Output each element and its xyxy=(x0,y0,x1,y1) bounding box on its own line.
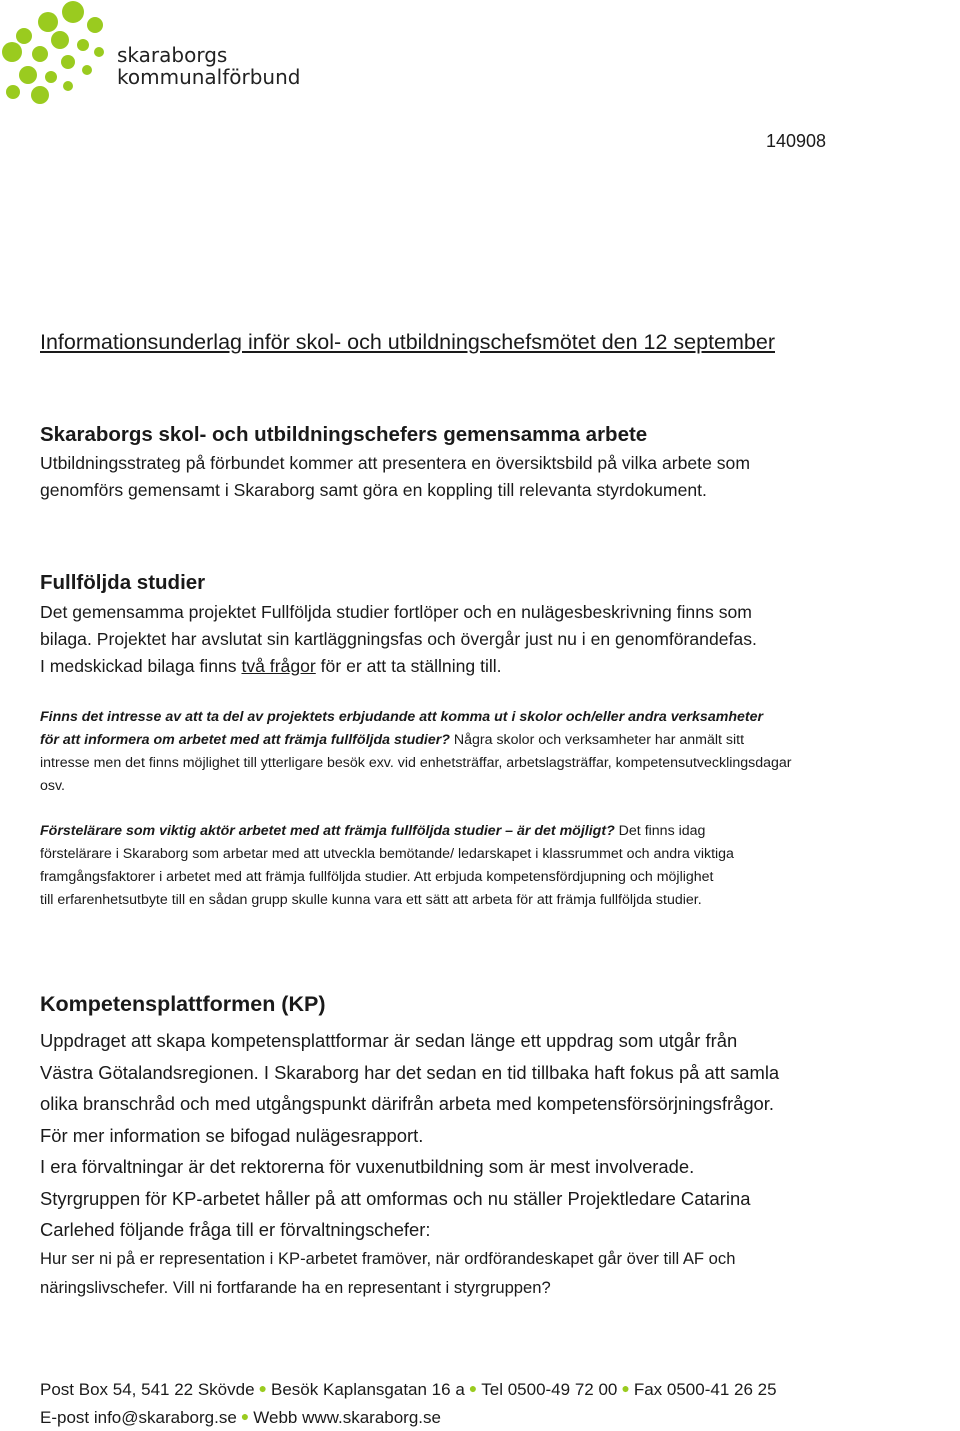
bullet-dot-icon: ● xyxy=(240,1408,250,1424)
bullet-dot-icon: ● xyxy=(258,1380,268,1396)
bullet-dot-icon: ● xyxy=(468,1380,478,1396)
paragraph-line: Carlehed följande fråga till er förvaltningschefer: xyxy=(40,1219,431,1240)
text-run: för er att ta ställning till. xyxy=(315,656,502,676)
paragraph-line: förstelärare i Skaraborg som arbetar med att utveckla bemötande/ ledarskapet i klassrummet och andra viktiga xyxy=(40,846,734,862)
question-text: för att informera om arbetet med att främja fullföljda studier? xyxy=(40,732,450,748)
text-run: I medskickad bilaga finns xyxy=(40,656,242,676)
footer-fax: Fax 0500-41 26 25 xyxy=(633,1380,777,1399)
document-title: Informationsunderlag inför skol- och utbildningschefsmötet den 12 september xyxy=(40,330,775,354)
section-body-fullfoljda-studier xyxy=(40,599,757,680)
question-text: Finns det intresse av att ta del av projektets erbjudande att komma ut i skolor och/eller andra verksamheter xyxy=(40,709,764,725)
section-body-kompetensplattformen xyxy=(40,1025,779,1246)
paragraph-line: Styrgruppen för KP-arbetet håller på att omformas och nu ställer Projektledare Catarina xyxy=(40,1187,751,1209)
paragraph-line: framgångsfaktorer i arbetet med att främja fullföljda studier. Att erbjuda kompetensfördjupning och möjlighet xyxy=(40,869,714,885)
paragraph-line xyxy=(40,729,960,752)
question-text: Förstelärare som viktig aktör arbetet med att främja fullföljda studier – är det möjligt? xyxy=(40,823,615,839)
footer-line-1 xyxy=(40,1375,777,1403)
paragraph-line: osv. xyxy=(40,778,65,794)
paragraph-line xyxy=(40,820,960,843)
section-heading-gemensamma-arbete: Skaraborgs skol- och utbildningschefers gemensamma arbete xyxy=(40,423,648,446)
bullet-dot-icon: ● xyxy=(621,1380,630,1396)
org-name-line1: skaraborgs xyxy=(117,43,228,67)
text-run: Några skolor och verksamheter har anmält sitt xyxy=(449,732,745,748)
footer-email[interactable]: E-post info@skaraborg.se xyxy=(40,1408,237,1427)
paragraph-line: I era förvaltningar är det rektorerna för vuxenutbildning som är mest involverade. xyxy=(40,1156,695,1177)
footer-line-2 xyxy=(40,1403,777,1431)
paragraph-line xyxy=(40,653,757,680)
underlined-phrase: två frågor xyxy=(241,656,316,676)
section-heading-fullfoljda-studier: Fullföljda studier xyxy=(40,571,206,594)
paragraph-line: näringslivschefer. Vill ni fortfarande ha en representant i styrgruppen? xyxy=(40,1278,551,1297)
section-body-gemensamma-arbete xyxy=(40,450,750,504)
paragraph-line: För mer information se bifogad nulägesrapport. xyxy=(40,1124,424,1146)
paragraph-line: Det gemensamma projektet Fullföljda studier fortlöper och en nulägesbeskrivning finns som xyxy=(40,602,752,622)
footer-address: Post Box 54, 541 22 Skövde xyxy=(40,1380,255,1399)
paragraph-line: Uppdraget att skapa kompetensplattformar är sedan länge ett uppdrag som utgår från xyxy=(40,1030,738,1051)
footer-visit: Besök Kaplansgatan 16 a xyxy=(271,1380,465,1399)
paragraph-line: Hur ser ni på er representation i KP-arbetet framöver, när ordförandeskapet går över till AF och xyxy=(40,1249,736,1268)
org-name-line2: kommunalförbund xyxy=(117,65,301,89)
footer-contact xyxy=(40,1375,777,1431)
paragraph-line: intresse men det finns möjlighet till ytterligare besök exv. vid enhetsträffar, arbetslagsträffar, kompetensutvecklingsdagar xyxy=(40,755,792,771)
paragraph-line: bilaga. Projektet har avslutat sin kartläggningsfas och övergår just nu i en genomförandefas. xyxy=(40,629,757,649)
question-kp-representation xyxy=(40,1244,735,1302)
paragraph-line: Utbildningsstrateg på förbundet kommer att presentera en översiktsbild på vilka arbete som xyxy=(40,453,750,473)
paragraph-line: till erfarenhetsutbyte till en sådan grupp skulle kunna vara ett sätt att arbeta för att främja fullföljda studier. xyxy=(40,892,702,908)
paragraph-line: olika branschråd och med utgångspunkt därifrån arbeta med kompetensförsörjningsfrågor. xyxy=(40,1093,774,1114)
paragraph-line: genomförs gemensamt i Skaraborg samt göra en koppling till relevanta styrdokument. xyxy=(40,480,707,500)
question-fullfoljda-studier-visits xyxy=(40,706,960,798)
question-forstelarare xyxy=(40,820,960,912)
text-run: Det finns idag xyxy=(614,823,706,839)
paragraph-line: Västra Götalandsregionen. I Skaraborg har det sedan en tid tillbaka haft fokus på att samla xyxy=(40,1061,780,1083)
org-name xyxy=(117,44,300,88)
footer-tel: Tel 0500-49 72 00 xyxy=(481,1380,618,1399)
footer-web[interactable]: Webb www.skaraborg.se xyxy=(253,1408,441,1427)
section-heading-kompetensplattformen: Kompetensplattformen (KP) xyxy=(40,992,326,1016)
document-date: 140908 xyxy=(766,131,827,151)
